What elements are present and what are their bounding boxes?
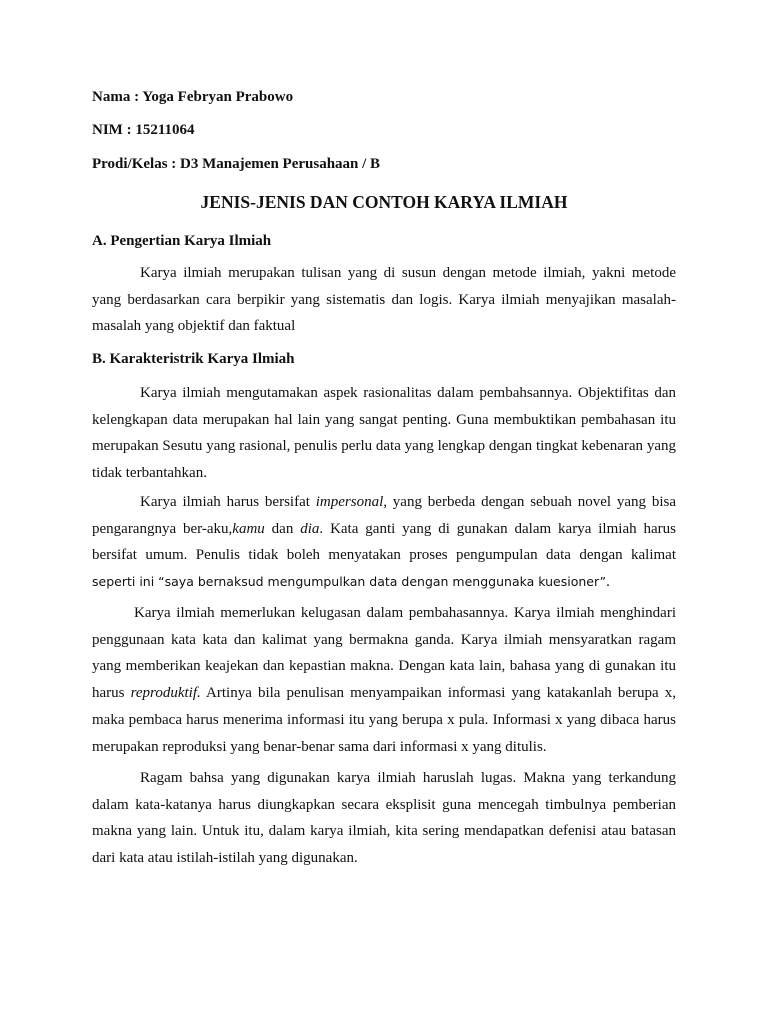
p3-text-2: Artinya bila penulisan menyampaikan informasi yang katakanlah berupa x, maka pembaca harus menerima informasi itu yang berupa x pula. Informasi x yang dibaca harus merupakan reproduksi yang benar-benar sama dari informasi x yang ditulis. [92,685,676,755]
section-b-paragraph-2 [92,489,676,596]
student-nim: NIM : 15211064 [92,122,195,138]
p2-kamu: kamu [232,520,265,537]
section-b-paragraph-1: Karya ilmiah mengutamakan aspek rasionalitas dalam pembahsannya. Objektifitas dan kelengkapan data merupakan hal lain yang sangat penting. Guna membuktikan pembahasan itu merupakan Sesutu yang rasional, penulis perlu data yang lengkap dengan tingkat kebenaran yang tidak terbantahkan. [92,385,676,482]
section-a-heading: A. Pengertian Karya Ilmiah [92,233,272,249]
p2-text-1: Karya ilmiah harus bersifat [140,494,316,510]
p3-text-1: Karya ilmiah memerlukan kelugasan dalam pembahasannya. Karya ilmiah menghindari penggunaan kata kata dan kalimat yang bermakna ganda. Karya ilmiah mensyaratkan ragam yang memberikan keajekan dan kepastian makna. Dengan kata lain, bahasa yang di gunakan itu harus [92,605,676,702]
p2-impersonal: impersonal, [315,494,387,510]
student-name: Nama : Yoga Febryan Prabowo [92,89,294,105]
section-b-heading: B. Karakteristrik Karya Ilmiah [92,351,295,367]
document-title: JENIS-JENIS DAN CONTOH KARYA ILMIAH [200,192,568,212]
p2-quote: seperti ini “saya bernaksud mengumpulkan data dengan menggunaka kuesioner” [92,574,607,590]
p2-dan: dan [264,520,301,537]
section-b-paragraph-4: Ragam bahsa yang digunakan karya ilmiah haruslah lugas. Makna yang terkandung dalam kata-katanya harus diungkapkan secara eksplisit guna mencegah timbulnya pemberian makna yang lain. Untuk itu, dalam karya ilmiah, kita sering mendapatkan defenisi atau batasan dari kata atau istilah-istilah yang digunakan. [92,770,676,867]
p2-end: . [606,574,610,591]
section-b-paragraph-3 [92,600,676,760]
student-program: Prodi/Kelas : D3 Manajemen Perusahaan / B [92,156,381,172]
p2-text-3: . Kata ganti yang di gunakan dalam karya ilmiah harus bersifat umum. Penulis tidak boleh menyatakan proses pengumpulan data dengan kalimat [92,520,676,564]
p2-text-2: yang berbeda dengan sebuah novel yang bisa pengarangnya ber-aku, [92,494,676,537]
p3-reproduktif: reproduktif. [130,685,201,702]
section-a-paragraph: Karya ilmiah merupakan tulisan yang di susun dengan metode ilmiah, yakni metode yang berdasarkan cara berpikir yang sistematis dan logis. Karya ilmiah menyajikan masalah-masalah yang objektif dan faktual [92,265,676,335]
p2-dia: dia [300,520,320,537]
